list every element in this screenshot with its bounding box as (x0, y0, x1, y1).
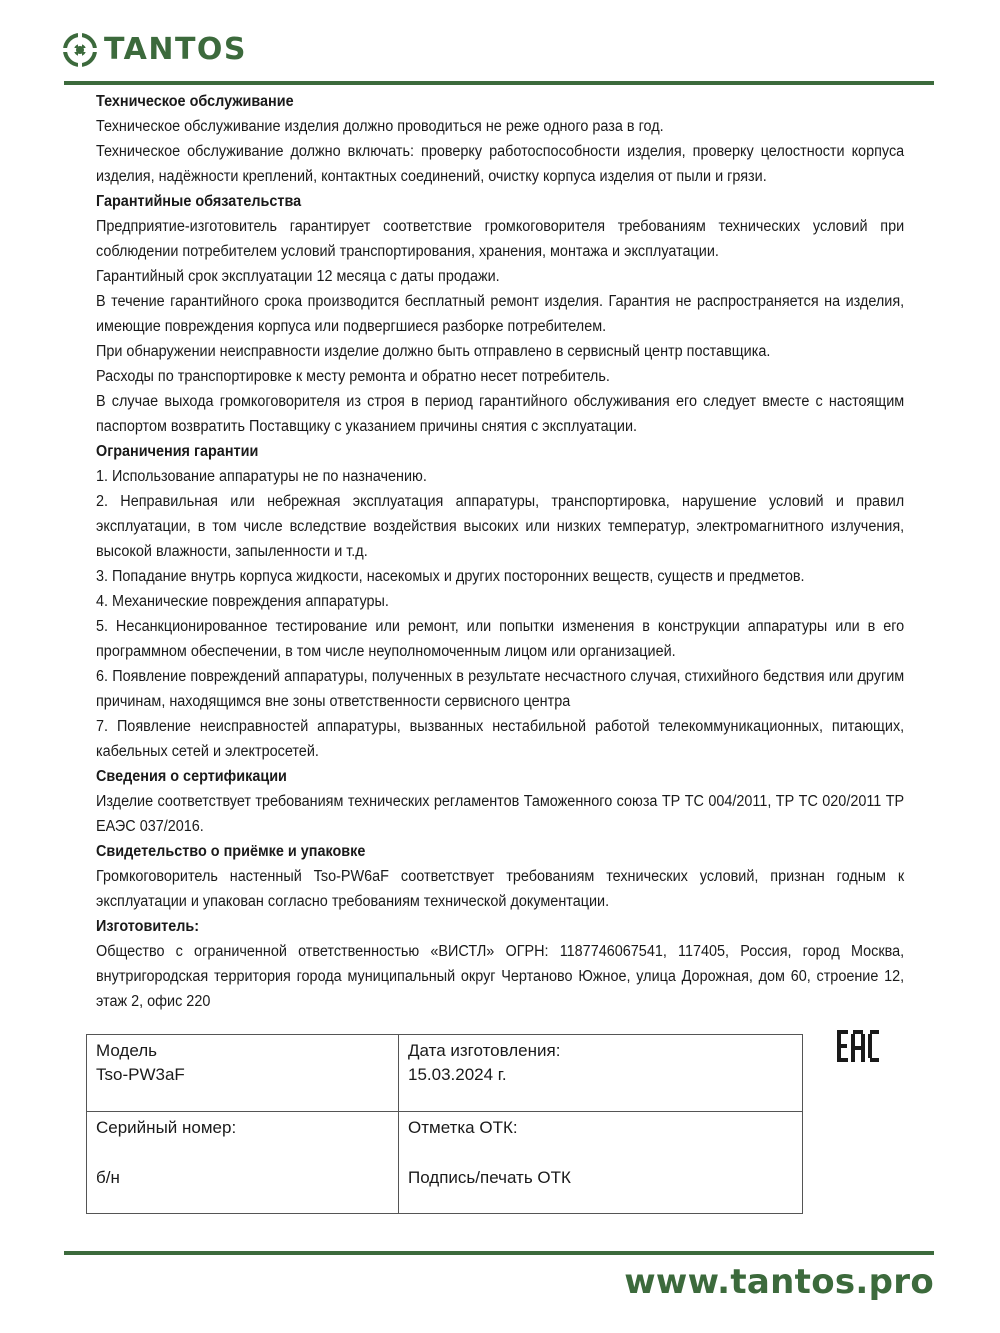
product-card-table (86, 1034, 803, 1214)
date-label: Дата изготовления: (408, 1041, 561, 1060)
serial-value: б/н (96, 1168, 120, 1187)
date-value: 15.03.2024 г. (408, 1065, 507, 1084)
paragraph: Техническое обслуживание изделия должно проводиться не реже одного раза в год. (96, 118, 664, 135)
otk-cell (399, 1112, 803, 1214)
date-cell (399, 1035, 803, 1112)
tantos-logo-icon (62, 32, 98, 68)
eac-mark-icon (836, 1028, 880, 1069)
section-title-acceptance: Свидетельство о приёмке и упаковке (96, 843, 366, 860)
header-divider (64, 81, 934, 85)
paragraph: Гарантийный срок эксплуатации 12 месяца с даты продажи. (96, 268, 500, 285)
paragraph: В случае выхода громкоговорителя из строя в период гарантийного обслуживания его следует вместе с настоящим паспортом возвратить Поставщику с указанием причины снятия с эксплуатации. (96, 393, 905, 435)
list-item: 2. Неправильная или небрежная эксплуатация аппаратуры, транспортировка, нарушение условий и правил эксплуатации, в том числе вследствие воздействия высоких или низких температур, электромагнитного излучения, высокой влажности, запыленности и т.д. (96, 493, 905, 560)
serial-cell (87, 1112, 399, 1214)
list-item: 7. Появление неисправностей аппаратуры, вызванных нестабильной работой телекоммуникационных, питающих, кабельных сетей и электросетей. (96, 718, 905, 760)
paragraph: Расходы по транспортировке к месту ремонта и обратно несет потребитель. (96, 368, 610, 385)
paragraph: Общество с ограниченной ответственностью «ВИСТЛ» ОГРН: 1187746067541, 117405, Россия, город Москва, внутригородская территория города муниципальный округ Чертаново Южное, улица Дорожная, дом 60, строение 12, этаж 2, офис 220 (96, 943, 905, 1010)
paragraph: Изделие соответствует требованиям технических регламентов Таможенного союза ТР ТС 004/2011, ТР ТС 020/2011 ТР ЕАЭС 037/2016. (96, 793, 905, 835)
section-title-manufacturer: Изготовитель: (96, 918, 200, 935)
footer-divider (64, 1251, 934, 1255)
list-item: 3. Попадание внутрь корпуса жидкости, насекомых и других посторонних веществ, существ и предметов. (96, 568, 805, 585)
paragraph: В течение гарантийного срока производится бесплатный ремонт изделия. Гарантия не распространяется на изделия, имеющие повреждения корпуса или подвергшиеся разборке потребителем. (96, 293, 905, 335)
document-body (96, 89, 905, 1014)
paragraph: Громкоговоритель настенный Tso-PW6aF соответствует требованиям технических условий, признан годным к эксплуатации и упакован согласно требованиям технической документации. (96, 868, 905, 910)
serial-label: Серийный номер: (96, 1118, 237, 1137)
section-title-limitations: Ограничения гарантии (96, 443, 259, 460)
website-link[interactable]: www.tantos.pro (624, 1262, 934, 1302)
otk-label: Отметка ОТК: (408, 1118, 518, 1137)
list-item: 6. Появление повреждений аппаратуры, полученных в результате несчастного случая, стихийного бедствия или другим причинам, находящимся вне зоны ответственности сервисного центра (96, 668, 905, 710)
section-title-certification: Сведения о сертификации (96, 768, 287, 785)
model-label: Модель (96, 1041, 158, 1060)
section-title-maintenance: Техническое обслуживание (96, 93, 294, 110)
list-item: 1. Использование аппаратуры не по назначению. (96, 468, 427, 485)
section-title-warranty: Гарантийные обязательства (96, 193, 302, 210)
paragraph: При обнаружении неисправности изделие должно быть отправлено в сервисный центр поставщика. (96, 343, 771, 360)
paragraph: Техническое обслуживание должно включать: проверку работоспособности изделия, проверку целостности корпуса изделия, надёжности креплений, контактных соединений, очистку корпуса изделия от пыли и грязи. (96, 143, 905, 185)
list-item: 5. Несанкционированное тестирование или ремонт, или попытки изменения в конструкции аппаратуры или в его программном обеспечении, в том числе неуполномоченным лицом или организацией. (96, 618, 905, 660)
paragraph: Предприятие-изготовитель гарантирует соответствие громкоговорителя требованиям технических условий при соблюдении потребителем условий транспортирования, хранения, монтажа и эксплуатации. (96, 218, 905, 260)
list-item: 4. Механические повреждения аппаратуры. (96, 593, 389, 610)
brand-logo (62, 28, 247, 72)
model-cell (87, 1035, 399, 1112)
brand-name: TANTOS (104, 32, 248, 67)
model-value: Tso-PW3aF (96, 1065, 185, 1084)
otk-value: Подпись/печать ОТК (408, 1168, 571, 1187)
